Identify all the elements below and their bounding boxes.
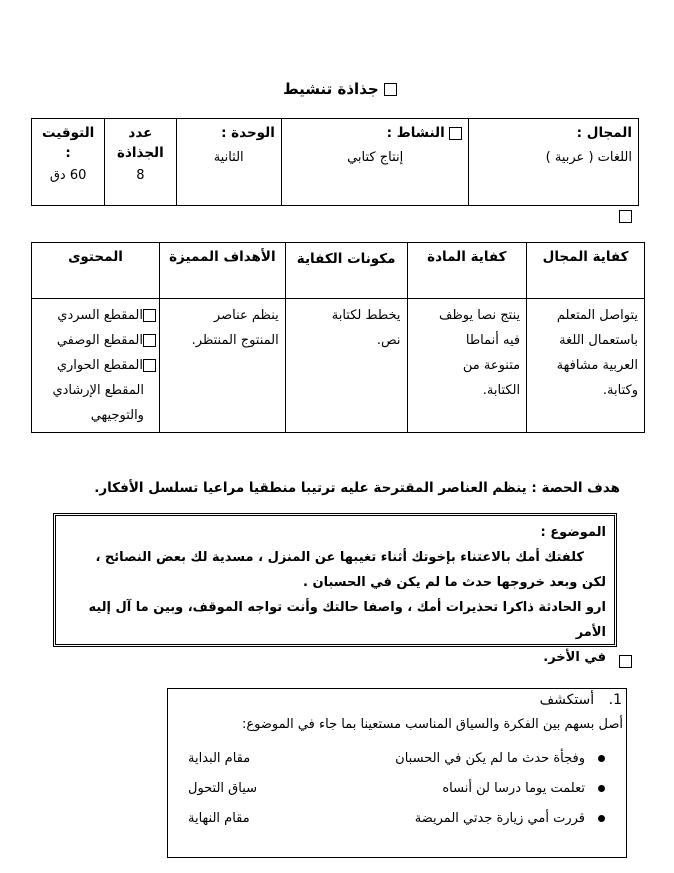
list-item	[180, 744, 605, 774]
sheet-number-header-2: الجذاذة	[117, 145, 164, 161]
components-line: نص.	[376, 333, 401, 348]
topic-line: ارو الحادثة ذاكرا تحذيرات أمك ، واصفا حالتك وأنت تواجه الموقف، وبين ما آل إليه الأمر	[88, 600, 606, 640]
header-objectives	[159, 243, 285, 299]
explore-number: 1.	[608, 692, 622, 708]
checkbox-icon	[449, 127, 462, 140]
domain-comp-line: العربية مشافهة	[556, 358, 638, 373]
objectives-line: المنتوج المنتظر.	[191, 333, 279, 348]
checkbox-icon	[619, 210, 632, 223]
idea-text: وفجأة حدث ما لم يكن في الحسبان	[395, 751, 585, 766]
bullet-icon	[598, 815, 605, 822]
header-components-text: مكونات الكفاية	[296, 251, 396, 267]
header-domain-comp	[527, 243, 645, 299]
header-components	[285, 243, 407, 299]
activity-value: إنتاج كتابي	[347, 150, 404, 165]
subject-comp-line: متنوعة من	[462, 358, 521, 373]
domain-value: اللغات ( عربية )	[545, 150, 632, 165]
timing-header: التوقيت	[41, 125, 95, 141]
header-objectives-text: الأهداف المميزة	[169, 249, 276, 265]
subject-comp-line: ينتج نصا يوظف	[439, 308, 521, 323]
header-subject-comp-text: كفاية المادة	[427, 249, 507, 265]
content-line: المقطع الحواري	[56, 358, 143, 373]
unit-header: الوحدة :	[221, 125, 275, 141]
topic-line: كلفتك أمك بالاعتناء بإخوتك أثناء تغيبها عن المنزل ، مسدية لك بعض النصائح ،	[95, 550, 584, 565]
checkbox-icon	[619, 655, 632, 668]
domain-comp-line: باستعمال اللغة	[559, 333, 638, 348]
idea-text: تعلمت يوما درسا لن أنساه	[442, 781, 585, 796]
components-line: يخطط لكتابة	[331, 308, 401, 323]
components-cell	[285, 299, 407, 433]
header-domain-comp-text: كفاية المجال	[542, 249, 629, 265]
header-subject-comp	[407, 243, 527, 299]
topic-line: في الأخر.	[543, 650, 606, 665]
page-title	[270, 80, 410, 98]
info-table	[31, 118, 639, 206]
context-text: سياق التحول	[188, 781, 258, 796]
checkbox-icon	[384, 83, 397, 96]
bullet-icon	[598, 785, 605, 792]
context-text: مقام النهاية	[188, 811, 250, 826]
domain-cell	[469, 119, 639, 206]
domain-comp-line: وكتابة.	[602, 383, 638, 398]
timing-value: 60 دق	[49, 168, 87, 183]
objectives-line: ينظم عناصر	[213, 308, 279, 323]
checkbox-icon	[143, 309, 156, 322]
header-content-text: المحتوى	[68, 249, 123, 265]
content-cell	[32, 299, 160, 433]
list-item	[180, 804, 605, 834]
idea-text: قررت أمي زيارة جدتي المريضة	[414, 811, 585, 826]
objectives-cell	[159, 299, 285, 433]
unit-value: الثانية	[213, 150, 244, 165]
activity-header: النشاط :	[386, 125, 445, 141]
timing-cell	[32, 119, 105, 206]
unit-cell	[176, 119, 281, 206]
sheet-number-cell	[105, 119, 176, 206]
explore-heading	[400, 692, 622, 708]
explore-list	[180, 744, 605, 834]
domain-comp-line: يتواصل المتعلم	[556, 308, 638, 323]
explore-title: أستكشف	[539, 692, 595, 708]
content-line: المقطع الوصفي	[56, 333, 143, 348]
content-line: المقطع الإرشادي	[52, 383, 144, 398]
bullet-icon	[598, 755, 605, 762]
subject-comp-cell	[407, 299, 527, 433]
domain-header: المجال :	[576, 125, 632, 141]
page-title-text: جذاذة تنشيط	[283, 80, 379, 98]
subject-comp-line: الكتابة.	[482, 383, 521, 398]
context-text: مقام البداية	[188, 751, 251, 766]
activity-cell	[281, 119, 469, 206]
checkbox-icon	[143, 359, 156, 372]
sheet-number-header: عدد	[128, 125, 153, 141]
explore-instruction: أصل بسهم بين الفكرة والسياق المناسب مستعينا بما جاء في الموضوع:	[242, 717, 623, 732]
domain-comp-cell	[527, 299, 645, 433]
sheet-number-value: 8	[136, 168, 145, 183]
header-content	[32, 243, 160, 299]
lesson-goal: هدف الحصة : ينظم العناصر المقترحة عليه ترتيبا منطقيا مراعيا تسلسل الأفكار.	[94, 480, 620, 496]
checkbox-icon	[143, 334, 156, 347]
timing-header-2: :	[65, 145, 71, 161]
topic-box	[53, 513, 617, 665]
topic-line: لكن وبعد خروجها حدث ما لم يكن في الحسبان .	[303, 575, 606, 590]
subject-comp-line: فيه أنماطا	[465, 333, 521, 348]
competency-table	[31, 242, 645, 433]
topic-label: الموضوع :	[540, 525, 606, 540]
list-item	[180, 774, 605, 804]
content-line: المقطع السردي	[57, 308, 143, 323]
content-line: والتوجيهي	[90, 408, 144, 423]
